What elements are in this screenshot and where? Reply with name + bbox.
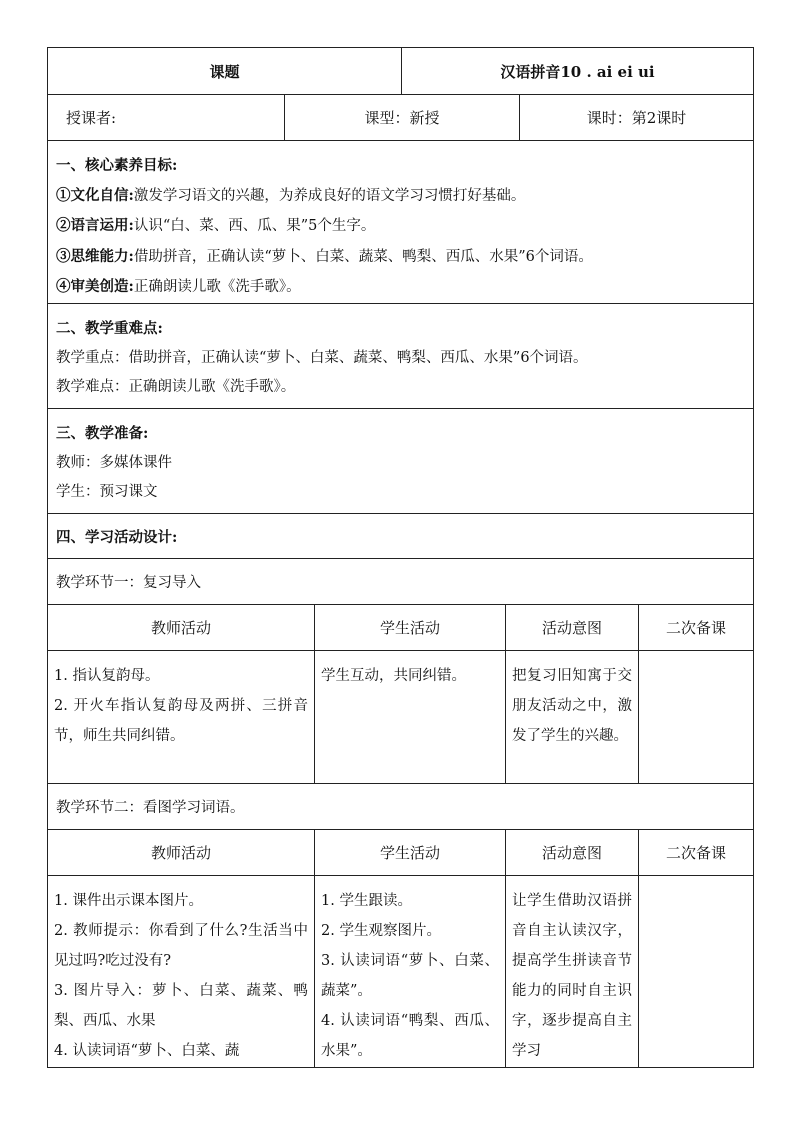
stage2-intent-cell	[505, 876, 638, 1068]
list-item: 1. 课件出示课本图片。	[54, 893, 203, 909]
stage2-header-row	[48, 830, 753, 876]
col-second-prep: 二次备课	[638, 605, 753, 650]
stage1-title: 教学环节一：复习导入	[56, 575, 201, 591]
preparation-teacher: 教师：多媒体课件	[56, 454, 172, 471]
stage1-student-cell	[314, 651, 505, 783]
lesson-plan-table	[47, 47, 754, 1068]
intent-text: 让学生借助汉语拼音自主认读汉字，提高学生拼读音节能力的同时自主识字，逐步提高自主学习	[512, 893, 632, 1059]
col-second-prep: 二次备课	[638, 830, 753, 875]
list-item: 1. 指认复韵母。	[54, 668, 160, 684]
list-item: 4. 认读词语“萝卜、白菜、蔬	[54, 1043, 240, 1059]
stage2-second-cell	[638, 876, 753, 1068]
list-item: 1. 学生跟读。	[321, 893, 412, 909]
col-intent: 活动意图	[505, 605, 638, 650]
subject-row	[48, 48, 753, 95]
preparation-student: 学生：预习课文	[56, 484, 158, 500]
goals-section	[48, 141, 753, 304]
list-item: 2. 学生观察图片。	[321, 923, 441, 939]
list-item: 学生互动，共同纠错。	[321, 668, 466, 684]
stage1-header-row	[48, 605, 753, 651]
design-section	[48, 514, 753, 559]
list-item: 4. 认读词语“鸭梨、西瓜、水果”。	[321, 1013, 499, 1059]
stage2-teacher-cell	[48, 876, 314, 1068]
key-points-section	[48, 304, 753, 409]
stage2-student-cell	[314, 876, 505, 1068]
stage2-content-row	[48, 876, 753, 1068]
goals-heading: 一、核心素养目标:	[56, 157, 178, 174]
goal-item: ①文化自信:激发学习语文的兴趣，为养成良好的语文学习习惯打好基础。	[56, 186, 526, 204]
stage1-intent-cell	[505, 651, 638, 783]
preparation-heading: 三、教学准备:	[56, 425, 149, 442]
goal-item: ②语言运用:认识“白、菜、西、瓜、果”5个生字。	[56, 217, 376, 234]
stage1-title-row	[48, 559, 753, 605]
col-teacher-activity: 教师活动	[150, 844, 211, 862]
list-item: 3. 图片导入：萝卜、白菜、蔬菜、鸭梨、西瓜、水果	[54, 983, 308, 1029]
lesson-type: 课型：新授	[284, 95, 519, 140]
key-point-difficulty: 教学难点：正确朗读儿歌《洗手歌》。	[56, 379, 296, 395]
goal-item: ④审美创造:正确朗读儿歌《洗手歌》。	[56, 278, 301, 295]
key-points-heading: 二、教学重难点:	[56, 320, 163, 337]
list-item: 3. 认读词语“萝卜、白菜、蔬菜”。	[321, 953, 499, 999]
col-teacher-activity: 教师活动	[150, 619, 211, 637]
col-intent: 活动意图	[505, 830, 638, 875]
col-student-activity: 学生活动	[314, 830, 505, 875]
subject-label: 课题	[209, 62, 240, 81]
col-student-activity: 学生活动	[314, 605, 505, 650]
stage1-teacher-cell	[48, 651, 314, 783]
intent-text: 把复习旧知寓于交朋友活动之中，激发了学生的兴趣。	[512, 668, 632, 744]
design-heading: 四、学习活动设计:	[56, 528, 178, 546]
preparation-section	[48, 409, 753, 514]
info-row	[48, 95, 753, 141]
stage2-title-row	[48, 784, 753, 830]
key-point-focus: 教学重点：借助拼音，正确认读“萝卜、白菜、蔬菜、鸭梨、西瓜、水果”6个词语。	[56, 349, 588, 366]
list-item: 2. 教师提示：你看到了什么?生活当中见过吗?吃过没有?	[54, 923, 308, 969]
subject-value: 汉语拼音10 . ai ei ui	[401, 48, 753, 94]
teacher-label: 授课者:	[66, 109, 117, 127]
stage1-content-row	[48, 651, 753, 784]
lesson-hours: 课时：第2课时	[519, 95, 753, 140]
stage2-title: 教学环节二：看图学习词语。	[56, 800, 245, 816]
list-item: 2. 开火车指认复韵母及两拼、三拼音节，师生共同纠错。	[54, 698, 308, 744]
stage1-second-cell	[638, 651, 753, 783]
goal-item: ③思维能力:借助拼音，正确认读“萝卜、白菜、蔬菜、鸭梨、西瓜、水果”6个词语。	[56, 247, 593, 265]
